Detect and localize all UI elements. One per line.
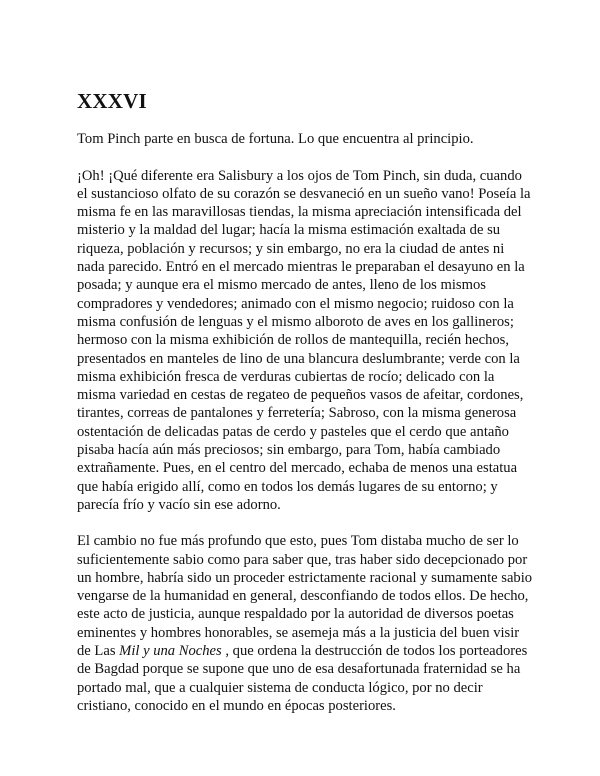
book-title-italic: Mil y una Noches <box>119 643 222 660</box>
paragraph-1: ¡Oh! ¡Qué diferente era Salisbury a los ojos de Tom Pinch, sin duda, cuando el sustancioso olfato de su corazón se desvaneció en un sueño vano! Poseía la misma fe en las maravillosas tiendas, la misma apreciación intensificada del misterio y la maldad del lugar; hacía la misma estimación exaltada de su riqueza, población y recursos; y sin embargo, no era la ciudad de antes ni nada parecido. Entró en el mercado mientras le preparaban el desayuno en la posada; y aunque era el mismo mercado de antes, lleno de los mismos compradores y vendedores; animado con el mismo negocio; ruidoso con la misma confusión de lenguas y el mismo alboroto de aves en los gallineros; hermoso con la misma exhibición de rollos de mantequilla, recién hechos, presentados en manteles de lino de una blancura deslumbrante; verde con la misma exhibición fresca de verduras cubiertas de rocío; delicado con la misma variedad en cestas de regateo de pequeños vasos de afeitar, cordones, tirantes, correas de pantalones y ferretería; Sabroso, con la misma generosa ostentación de delicadas patas de cerdo y pasteles que el cerdo que antaño pisaba hacía aún más preciosos; sin embargo, para Tom, había cambiado extrañamente. Pues, en el centro del mercado, echaba de menos una estatua que había erigido allí, como en todos los demás lugares de su entorno; y parecía frío y vacío sin ese adorno. <box>77 167 531 513</box>
document-page <box>77 88 535 733</box>
paragraph-2-text-after: , que ordena la destrucción de todos los porteadores de Bagdad porque se supone que uno de esa desafortunada fraternidad se ha portado mal, que a cualquier sistema de conducta lógico, por no decir cristiano, conocido en el mundo en épocas posteriores. <box>77 643 528 714</box>
paragraph-2-text-before: El cambio no fue más profundo que esto, pues Tom distaba mucho de ser lo suficientemente sabio como para saber que, tras haber sido decepcionado por un hombre, habría sido un proceder estrictamente racional y sumamente sabio vengarse de la humanidad en general, desconfiando de todos ellos. De hecho, este acto de justicia, aunque respaldado por la autoridad de diversos poetas eminentes y hombres honorables, se asemeja más a la justicia del buen visir de Las <box>77 533 533 660</box>
chapter-subtitle: Tom Pinch parte en busca de fortuna. Lo que encuentra al principio. <box>77 131 474 147</box>
chapter-title: XXXVI <box>77 89 147 113</box>
paragraph-2 <box>77 532 535 715</box>
